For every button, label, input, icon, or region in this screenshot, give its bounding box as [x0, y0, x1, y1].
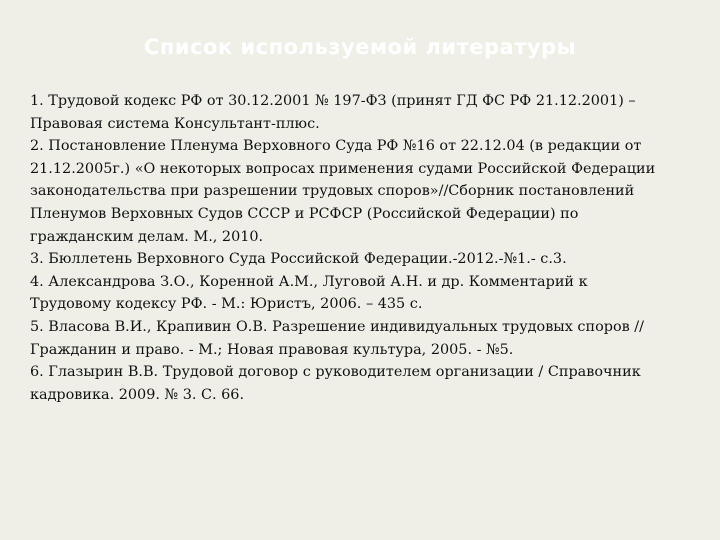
bibliography-entry-5: 5. Власова В.И., Крапивин О.В. Разрешение индивидуальных трудовых споров // Гражданин и право. - М.; Новая правовая культура, 2005. - №5.	[30, 318, 644, 358]
slide-title: Список используемой литературы	[143, 35, 577, 59]
bibliography-entry-2: 2. Постановление Пленума Верховного Суда РФ №16 от 22.12.04 (в редакции от 21.12.2005г.) «О некоторых вопросах применения судами Российской Федерации законодательства при разрешении трудовых споров»//Сборник постановлений Пленумов Верховных Судов СССР и РСФСР (Российской Федерации) по гражданским делам. М., 2010.	[30, 138, 656, 245]
bibliography-entry-6: 6. Глазырин В.В. Трудовой договор с руководителем организации / Справочник кадровика. 2009. № 3. С. 66.	[30, 364, 641, 403]
bibliography-entry-1: 1. Трудовой кодекс РФ от 30.12.2001 № 197-ФЗ (принят ГД ФС РФ 21.12.2001) – Правовая система Консультант-плюс.	[30, 93, 636, 132]
bibliography-entry-4: 4. Александрова З.О., Коренной А.М., Луговой А.Н. и др. Комментарий к Трудовому кодексу РФ. - М.: Юристъ, 2006. – 435 с.	[30, 273, 588, 313]
bibliography-entry-3: 3. Бюллетень Верховного Суда Российской Федерации.-2012.-№1.- с.3.	[30, 251, 567, 268]
bibliography-list	[30, 90, 670, 406]
